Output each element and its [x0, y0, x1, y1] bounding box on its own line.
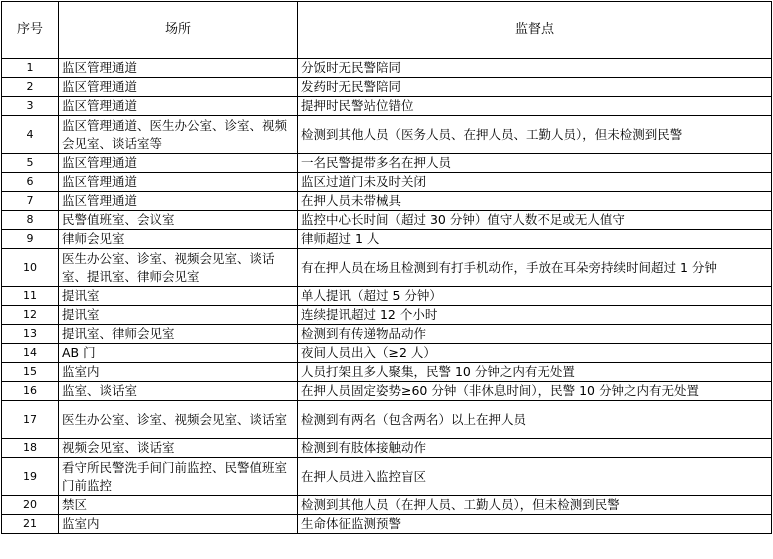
row-number: 15 — [2, 363, 59, 382]
row-number: 14 — [2, 344, 59, 363]
row-number: 1 — [2, 59, 59, 78]
table-row — [2, 344, 772, 363]
row-place: 监室、谈话室 — [59, 382, 298, 401]
table-row — [2, 458, 772, 496]
row-number: 2 — [2, 78, 59, 97]
table-row — [2, 363, 772, 382]
row-point: 检测到其他人员（在押人员、工勤人员），但未检测到民警 — [298, 496, 772, 515]
row-point: 在押人员固定姿势≥60 分钟（非休息时间），民警 10 分钟之内有无处置 — [298, 382, 772, 401]
row-point: 在押人员未带械具 — [298, 192, 772, 211]
table-row — [2, 306, 772, 325]
row-place: 监区管理通道、医生办公室、诊室、视频会见室、谈话室等 — [59, 116, 298, 154]
row-point: 检测到有两名（包含两名）以上在押人员 — [298, 401, 772, 439]
row-number: 7 — [2, 192, 59, 211]
row-place: 监室内 — [59, 515, 298, 534]
row-point: 检测到有传递物品动作 — [298, 325, 772, 344]
table-row — [2, 59, 772, 78]
row-place: 医生办公室、诊室、视频会见室、谈话室 — [59, 401, 298, 439]
table-row — [2, 116, 772, 154]
header-point: 监督点 — [298, 2, 772, 59]
row-number: 11 — [2, 287, 59, 306]
row-number: 10 — [2, 249, 59, 287]
table-row — [2, 439, 772, 458]
row-point: 监区过道门未及时关闭 — [298, 173, 772, 192]
table-row — [2, 211, 772, 230]
row-place: 律师会见室 — [59, 230, 298, 249]
row-point: 生命体征监测预警 — [298, 515, 772, 534]
row-point: 连续提讯超过 12 个小时 — [298, 306, 772, 325]
row-number: 8 — [2, 211, 59, 230]
row-place: 视频会见室、谈话室 — [59, 439, 298, 458]
row-number: 13 — [2, 325, 59, 344]
header-place: 场所 — [59, 2, 298, 59]
row-place: 禁区 — [59, 496, 298, 515]
row-point: 监控中心长时间（超过 30 分钟）值守人数不足或无人值守 — [298, 211, 772, 230]
row-place: 监区管理通道 — [59, 192, 298, 211]
row-number: 18 — [2, 439, 59, 458]
table-row — [2, 154, 772, 173]
table-row — [2, 249, 772, 287]
table-row — [2, 230, 772, 249]
table-row — [2, 173, 772, 192]
table-row — [2, 515, 772, 534]
row-number: 5 — [2, 154, 59, 173]
row-place: 监区管理通道 — [59, 154, 298, 173]
row-number: 16 — [2, 382, 59, 401]
row-point: 单人提讯（超过 5 分钟） — [298, 287, 772, 306]
row-place: 监区管理通道 — [59, 173, 298, 192]
row-place: 提讯室、律师会见室 — [59, 325, 298, 344]
row-number: 12 — [2, 306, 59, 325]
table-row — [2, 496, 772, 515]
supervision-table — [1, 1, 772, 534]
row-point: 分饭时无民警陪同 — [298, 59, 772, 78]
row-point: 检测到其他人员（医务人员、在押人员、工勤人员），但未检测到民警 — [298, 116, 772, 154]
row-point: 一名民警提带多名在押人员 — [298, 154, 772, 173]
row-number: 6 — [2, 173, 59, 192]
row-point: 发药时无民警陪同 — [298, 78, 772, 97]
row-place: 监区管理通道 — [59, 59, 298, 78]
table-row — [2, 382, 772, 401]
row-point: 在押人员进入监控盲区 — [298, 458, 772, 496]
row-place: 监区管理通道 — [59, 97, 298, 116]
row-place: 民警值班室、会议室 — [59, 211, 298, 230]
row-place: AB 门 — [59, 344, 298, 363]
row-place: 提讯室 — [59, 306, 298, 325]
row-point: 有在押人员在场且检测到有打手机动作，手放在耳朵旁持续时间超过 1 分钟 — [298, 249, 772, 287]
row-number: 20 — [2, 496, 59, 515]
row-place: 监区管理通道 — [59, 78, 298, 97]
row-point: 检测到有肢体接触动作 — [298, 439, 772, 458]
row-point: 夜间人员出入（≥2 人） — [298, 344, 772, 363]
row-point: 律师超过 1 人 — [298, 230, 772, 249]
row-number: 9 — [2, 230, 59, 249]
table-row — [2, 97, 772, 116]
row-number: 21 — [2, 515, 59, 534]
row-number: 19 — [2, 458, 59, 496]
row-place: 医生办公室、诊室、视频会见室、谈话室、提讯室、律师会见室 — [59, 249, 298, 287]
row-point: 人员打架且多人聚集，民警 10 分钟之内有无处置 — [298, 363, 772, 382]
table-row — [2, 325, 772, 344]
table-row — [2, 78, 772, 97]
row-number: 4 — [2, 116, 59, 154]
table-row — [2, 287, 772, 306]
row-point: 提押时民警站位错位 — [298, 97, 772, 116]
header-seq: 序号 — [2, 2, 59, 59]
table-row — [2, 192, 772, 211]
row-place: 看守所民警洗手间门前监控、民警值班室门前监控 — [59, 458, 298, 496]
table-header-row — [2, 2, 772, 59]
row-number: 3 — [2, 97, 59, 116]
table-row — [2, 401, 772, 439]
row-number: 17 — [2, 401, 59, 439]
row-place: 监室内 — [59, 363, 298, 382]
row-place: 提讯室 — [59, 287, 298, 306]
